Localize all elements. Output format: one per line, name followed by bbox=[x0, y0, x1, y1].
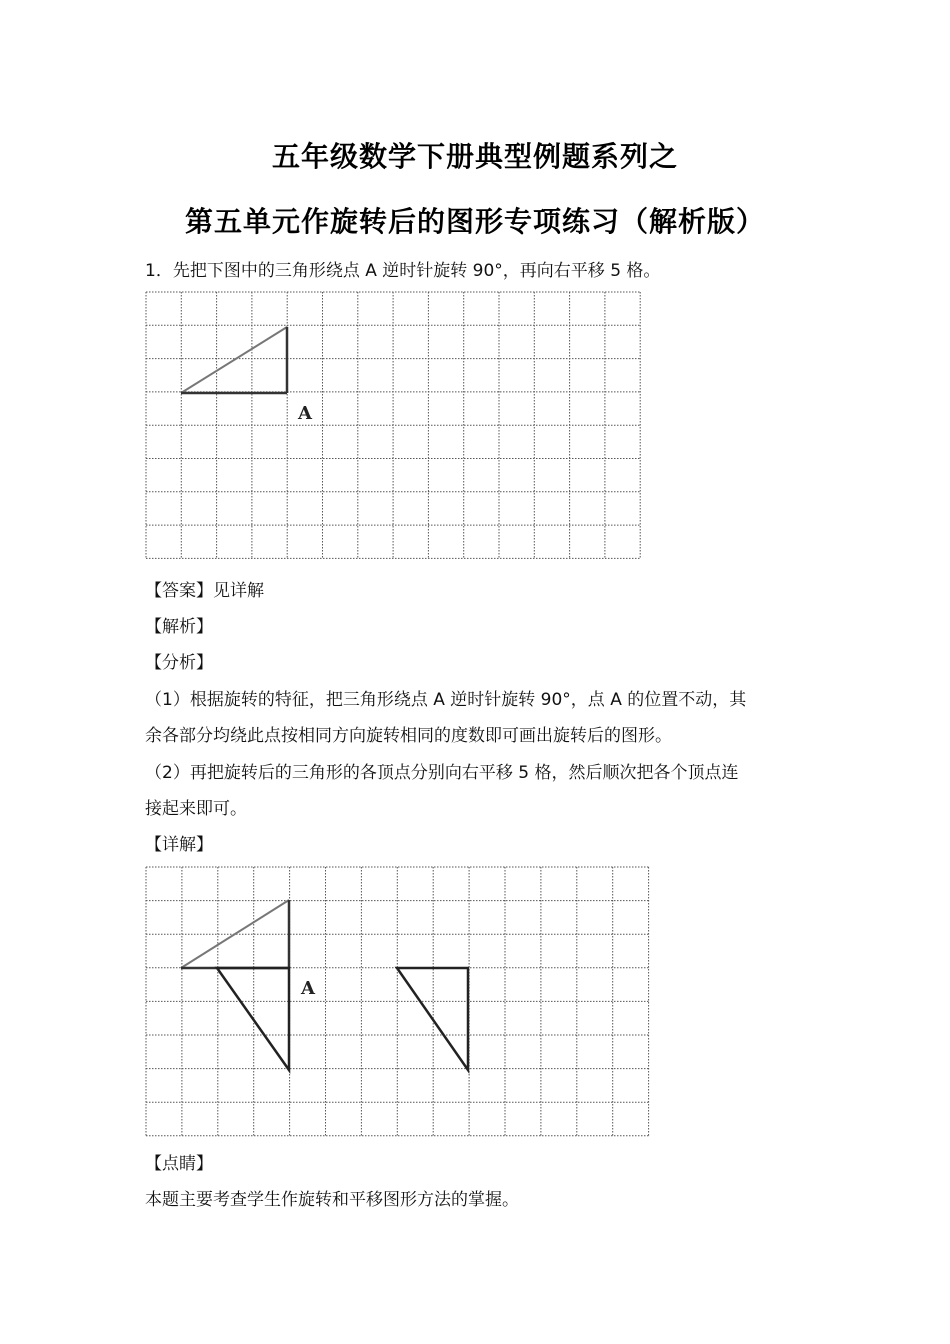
point-a-label-2: A bbox=[301, 978, 315, 999]
step2-line-a: （2）再把旋转后的三角形的各顶点分别向右平移 5 格，然后顺次把各个顶点连 bbox=[145, 763, 739, 783]
answer-line: 【答案】见详解 bbox=[145, 581, 264, 601]
grid-lines-1 bbox=[146, 292, 640, 558]
analysis-heading: 【解析】 bbox=[145, 617, 213, 637]
question-grid bbox=[145, 291, 645, 563]
step1-line-a: （1）根据旋转的特征，把三角形绕点 A 逆时针旋转 90°，点 A 的位置不动，其 bbox=[145, 690, 747, 710]
fenxi-heading: 【分析】 bbox=[145, 653, 213, 673]
detail-heading: 【详解】 bbox=[145, 835, 213, 855]
step1-line-b: 余各部分均绕此点按相同方向旋转相同的度数即可画出旋转后的图形。 bbox=[145, 726, 672, 746]
dianjing-heading: 【点睛】 bbox=[145, 1154, 213, 1174]
title-line-2: 第五单元作旋转后的图形专项练习（解析版） bbox=[184, 205, 765, 238]
solution-grid bbox=[145, 866, 655, 1138]
question-text: 1．先把下图中的三角形绕点 A 逆时针旋转 90°，再向右平移 5 格。 bbox=[145, 261, 661, 281]
point-a-label: A bbox=[298, 403, 312, 424]
triangle-hypotenuse bbox=[181, 327, 287, 393]
grid-lines-2 bbox=[146, 867, 649, 1136]
title-line-1: 五年级数学下册典型例题系列之 bbox=[271, 140, 678, 173]
conclusion-text: 本题主要考查学生作旋转和平移图形方法的掌握。 bbox=[145, 1190, 519, 1210]
step2-line-b: 接起来即可。 bbox=[145, 799, 247, 819]
rotated-triangle bbox=[217, 968, 289, 1070]
translated-triangle bbox=[397, 968, 468, 1070]
